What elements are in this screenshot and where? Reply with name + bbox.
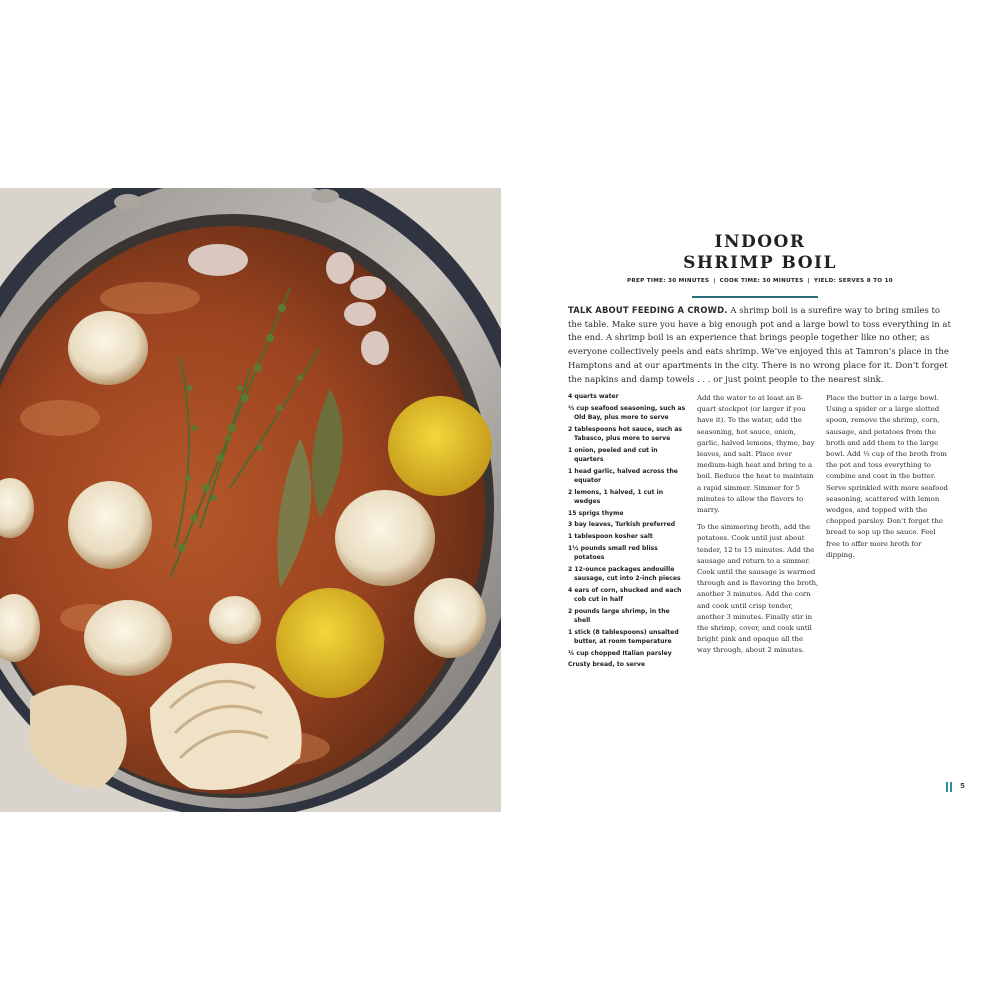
recipe-title-line2: SHRIMP BOIL (683, 253, 837, 273)
meta-separator: | (713, 278, 716, 284)
ingredient-list (568, 392, 686, 672)
ingredient-item: ¼ cup chopped Italian parsley (568, 649, 672, 657)
ingredient-item: 3 bay leaves, Turkish preferred (568, 521, 676, 529)
recipe-photo (0, 188, 501, 812)
ingredient-item: 1 head garlic, halved across the equator (568, 467, 678, 484)
method-step-3: Place the butter in a large bowl. Using a spider or a large slotted spoon, remove the shrimp, corn, sausage, and potatoes from the broth and add them to the large bowl. Add ⅓ cup of the broth from the pot and toss everything to combine and coat in the butter. Serve sprinkled with more seafood seasoning, scattered with lemon wedges, and topped with the chopped parsley. Don’t forget the bread to sop up the sauce. Feel free to offer more broth for dipping. (826, 394, 948, 559)
ingredient-item: 1 tablespoon kosher salt (568, 532, 653, 540)
ingredient-item: 2 lemons, 1 halved, 1 cut in wedges (568, 488, 664, 505)
cook-time: COOK TIME: 30 MINUTES (719, 278, 804, 284)
recipe-meta (560, 278, 960, 284)
method-column-2 (826, 393, 948, 567)
ingredient-item: 1 onion, peeled and cut in quarters (568, 446, 658, 463)
ingredient-item: 1½ pounds small red bliss potatoes (568, 544, 658, 561)
ingredient-item: 4 quarts water (568, 393, 619, 400)
meta-separator: | (807, 278, 810, 284)
method-column-1 (697, 393, 819, 663)
method-step-1: Add the water to at least an 8-quart stockpot (or larger if you have it). To the water, add the seasoning, hot sauce, onion, garlic, halved lemons, thyme, bay leaves, and salt. Place over medium-high heat and bring to a boil. Reduce the heat to maintain a rapid simmer. Simmer for 5 minutes to allow the flavors to marry. (697, 394, 815, 515)
ingredient-item: 4 ears of corn, shucked and each cob cut in half (568, 586, 682, 603)
ingredient-item: ⅔ cup seafood seasoning, such as Old Bay, plus more to serve (568, 404, 686, 421)
ingredient-item: 15 sprigs thyme (568, 509, 624, 517)
recipe-title (640, 232, 880, 274)
ingredient-item: Crusty bread, to serve (568, 661, 645, 669)
page-marker-icon (946, 782, 952, 792)
prep-time: PREP TIME: 30 MINUTES (626, 278, 710, 284)
recipe-title-line1: INDOOR (714, 232, 806, 252)
recipe-yield: YIELD: SERVES 8 TO 10 (813, 278, 893, 284)
method-step-2: To the simmering broth, add the potatoes. Cook until just about tender, 12 to 15 minutes. Add the sausage and return to a simmer. Cook until the sausage is warmed through and is flavoring the broth, another 3 minutes. Add the corn and cook until crisp tender, another 3 minutes. Finally stir in the shrimp, cover, and cook until bright pink and opaque all the way through, about 2 minutes. (697, 523, 819, 655)
ingredient-item: 2 12-ounce packages andouille sausage, cut into 2-inch pieces (568, 565, 681, 582)
intro-body: A shrimp boil is a surefire way to bring smiles to the table. Make sure you have a big enough pot and a large bowl to toss everything in at the end. A shrimp boil is an experience that brings people together like no other, as everyone collectively peels and eats shrimp. We’ve enjoyed this at Tamron’s place in the Hamptons and at our apartments in the city. There is no wrong place for it. Don’t forget the napkins and damp towels . . . or just point people to the nearest sink. (568, 306, 951, 385)
recipe-intro (568, 304, 952, 387)
intro-lead: TALK ABOUT FEEDING A CROWD. (568, 305, 728, 315)
ingredient-item: 1 stick (8 tablespoons) unsalted butter, at room temperature (568, 628, 679, 645)
ingredient-item: 2 tablespoons hot sauce, such as Tabasco, plus more to serve (568, 425, 683, 442)
ingredient-item: 2 pounds large shrimp, in the shell (568, 607, 670, 624)
page-number: 5 (960, 782, 965, 790)
shrimp-boil-image (0, 188, 501, 812)
title-divider (692, 296, 818, 298)
